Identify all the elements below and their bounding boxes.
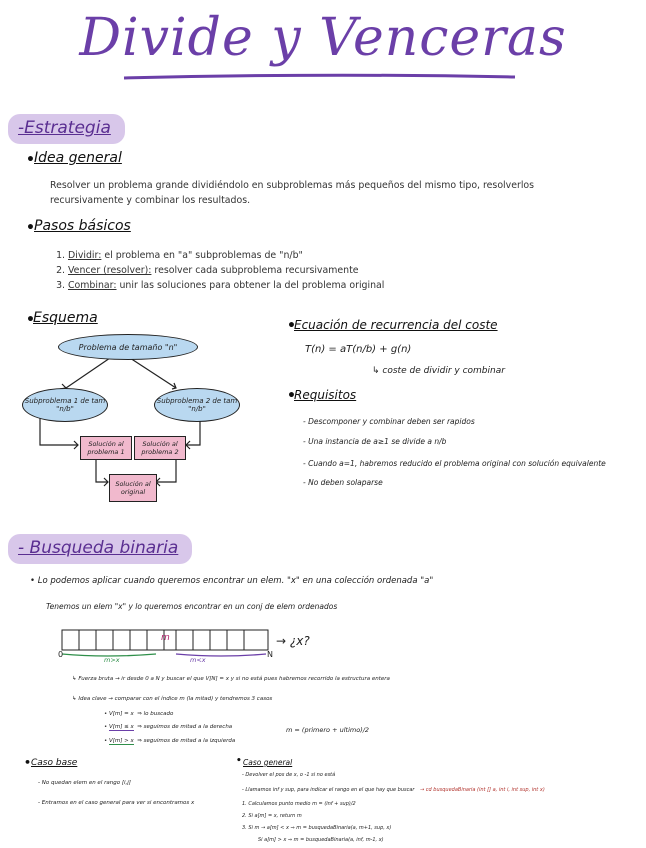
node-subproblema-2: Subproblema 2 de tam "n/b" (154, 388, 240, 422)
array-right-label: N (267, 650, 273, 659)
section-heading-busqueda: - Busqueda binaria (8, 534, 192, 564)
array-left-label: 0 (58, 650, 64, 659)
array-diagram (56, 626, 276, 662)
ecuacion-note: ↳ coste de dividir y combinar (372, 366, 505, 376)
node-solucion-original: Solución al original (109, 474, 157, 502)
node-subproblema-1: Subproblema 1 de tam "n/b" (22, 388, 108, 422)
caso-base-item: - Entramos en el caso general para ver si encontramos x (38, 800, 195, 806)
caso-base-item: - No quedan elem en el rango [i,j] (38, 780, 131, 786)
array-query: → ¿x? (276, 634, 310, 648)
fuerza-bruta-text: ↳ Fuerza bruta → ir desde 0 a N y buscar el que V[N] = x y si no está pues habremos recorrido la estructura entera (72, 676, 390, 682)
title-underline (122, 72, 517, 82)
caso-general-line: 2. Si a[m] = x, return m (242, 813, 302, 819)
page-title: Divide y Venceras (79, 8, 567, 68)
caso-item: • V[m] = x ⇒ lo buscado (104, 711, 174, 717)
caso-general-call: → cd busquedaBinaria (int [] a, int i, int sup, int x) (420, 787, 545, 793)
requisito-item: - Cuando a=1, habremos reducido el problema original con solución equivalente (303, 459, 606, 468)
caso-item: • V[m] > x ⇒ seguimos de mitad a la izquierda (104, 738, 236, 744)
bullet-dot: • (287, 388, 296, 404)
caso-general-line: - Devolver el pos de x, o -1 si no está (242, 772, 336, 778)
esquema-heading: Esquema (33, 310, 98, 326)
busqueda-intro-2: Tenemos un elem "x" y lo queremos encontrar en un conj de elem ordenados (46, 602, 338, 611)
bullet-dot: • (24, 756, 32, 769)
ecuacion-heading: Ecuación de recurrencia del coste (294, 318, 498, 332)
requisitos-heading: Requisitos (294, 388, 357, 402)
node-solucion-1: Solución al problema 1 (80, 436, 132, 460)
requisito-item: - Descomponer y combinar deben ser rapidos (303, 417, 475, 426)
pasos-list (52, 248, 572, 293)
requisito-item: - No deben solaparse (303, 478, 383, 487)
bullet-dot: • (26, 312, 35, 328)
idea-general-heading: Idea general (34, 150, 122, 166)
bullet-dot: • (287, 318, 296, 334)
bullet-dot: • (236, 756, 242, 766)
idea-clave-text: ↳ Idea clave → comparar con el índice m (la mitad) y tendremos 3 casos (72, 696, 273, 702)
node-problema-n: Problema de tamaño "n" (58, 334, 198, 360)
caso-general-line: - Llamamos inf y sup, para indicar el rango en el que hay que buscar (242, 787, 415, 793)
requisito-item: - Una instancia de a≥1 se divide a n/b (303, 437, 447, 446)
list-item: 1. Dividir: el problema en "a" subproblemas de "n/b" (68, 248, 572, 263)
caso-general-line: Si a[m] > x ⇒ m = busquedaBinaria(a, inf, m-1, x) (258, 837, 384, 843)
caso-general-heading: Caso general (243, 758, 293, 767)
section-heading-estrategia: -Estrategia (8, 114, 125, 144)
caso-general-line: 1. Calculamos punto medio m = (inf + sup)/2 (242, 801, 356, 807)
list-item: 3. Combinar: unir las soluciones para obtener la del problema original (68, 278, 572, 293)
m-formula: m = (primero + ultimo)/2 (286, 726, 370, 734)
array-gt-label: m<x (190, 656, 206, 664)
busqueda-intro-1: • Lo podemos aplicar cuando queremos encontrar un elem. "x" en una colección ordenada "a" (30, 576, 434, 586)
caso-item: • V[m] ≤ x ⇒ seguimos de mitad a la derecha (104, 724, 233, 730)
idea-general-text: Resolver un problema grande dividiéndolo en subproblemas más pequeños del mismo tipo, resolverlos recursivamente y combinar los resultados. (50, 180, 535, 206)
caso-base-heading: Caso base (31, 758, 78, 768)
bullet-dot: • (26, 220, 35, 236)
node-solucion-2: Solución al problema 2 (134, 436, 186, 460)
caso-general-line: 3. Si m → a[m] < x ⇒ m = busquedaBinaria(a, m+1, sup, x) (242, 825, 392, 831)
array-lt-label: m>x (104, 656, 120, 664)
bullet-dot: • (26, 152, 35, 168)
array-m-label: m (161, 633, 170, 643)
pasos-heading: Pasos básicos (34, 218, 131, 234)
list-item: 2. Vencer (resolver): resolver cada subproblema recursivamente (68, 263, 572, 278)
ecuacion-formula: T(n) = aT(n/b) + g(n) (305, 344, 412, 355)
